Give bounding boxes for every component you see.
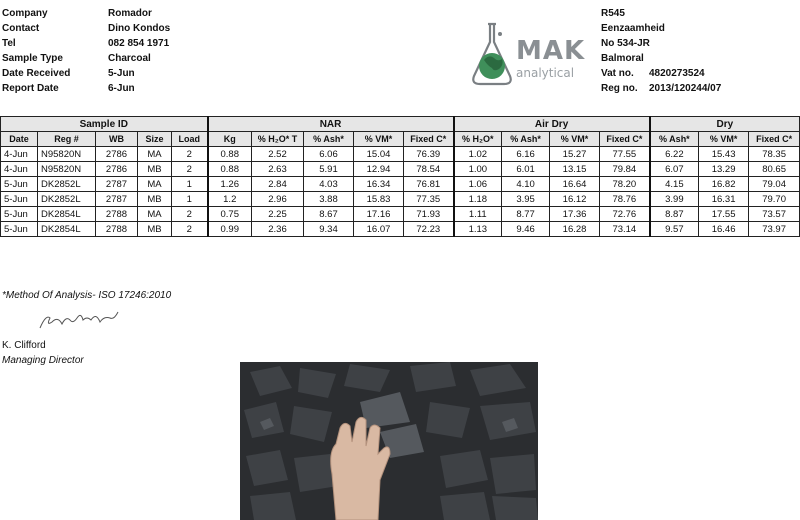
flask-globe-icon bbox=[466, 20, 516, 88]
table-cell: 16.28 bbox=[550, 222, 600, 237]
table-row bbox=[1, 162, 800, 177]
table-cell: 72.76 bbox=[600, 207, 650, 222]
table-cell: 15.04 bbox=[354, 147, 404, 162]
table-cell: 4.10 bbox=[502, 177, 550, 192]
table-cell: 80.65 bbox=[749, 162, 800, 177]
table-cell: 71.93 bbox=[404, 207, 454, 222]
table-cell: 16.12 bbox=[550, 192, 600, 207]
table-row bbox=[1, 192, 800, 207]
reg-value: 2013/120244/07 bbox=[649, 83, 722, 94]
table-cell: 78.20 bbox=[600, 177, 650, 192]
table-cell: 13.15 bbox=[550, 162, 600, 177]
table-cell: MB bbox=[138, 162, 172, 177]
info-row bbox=[2, 6, 170, 21]
column-header: WB bbox=[96, 132, 138, 147]
info-value: Dino Kondos bbox=[108, 23, 171, 34]
table-cell: 2 bbox=[172, 162, 208, 177]
table-cell: 9.34 bbox=[304, 222, 354, 237]
charcoal-photo bbox=[240, 362, 538, 520]
table-cell: 6.16 bbox=[502, 147, 550, 162]
table-cell: 5.91 bbox=[304, 162, 354, 177]
table-cell: 1.26 bbox=[208, 177, 252, 192]
charcoal-image bbox=[240, 362, 538, 520]
table-cell: 17.55 bbox=[699, 207, 749, 222]
column-header: Size bbox=[138, 132, 172, 147]
signer-title: Managing Director bbox=[2, 355, 84, 366]
table-cell: 76.81 bbox=[404, 177, 454, 192]
table-cell: 2 bbox=[172, 222, 208, 237]
table-cell: 0.99 bbox=[208, 222, 252, 237]
info-label: Date Received bbox=[2, 68, 71, 79]
table-cell: 2 bbox=[172, 147, 208, 162]
table-row bbox=[1, 147, 800, 162]
table-cell: MA bbox=[138, 177, 172, 192]
table-cell: 1.18 bbox=[454, 192, 502, 207]
table-cell: 4-Jun bbox=[1, 162, 38, 177]
table-cell: 2 bbox=[172, 207, 208, 222]
table-cell: 16.46 bbox=[699, 222, 749, 237]
logo-brand: MAK bbox=[516, 36, 586, 66]
info-label: Sample Type bbox=[2, 53, 63, 64]
info-label: Tel bbox=[2, 38, 16, 49]
info-value: 082 854 1971 bbox=[108, 38, 170, 49]
table-cell: 2788 bbox=[96, 207, 138, 222]
table-cell: 2.52 bbox=[252, 147, 304, 162]
table-cell: 79.70 bbox=[749, 192, 800, 207]
table-cell: 76.39 bbox=[404, 147, 454, 162]
table-cell: 15.83 bbox=[354, 192, 404, 207]
address-line: Balmoral bbox=[601, 53, 644, 64]
table-cell: 2786 bbox=[96, 147, 138, 162]
column-header: % Ash* bbox=[502, 132, 550, 147]
address-line: R545 bbox=[601, 8, 625, 19]
table-cell: MB bbox=[138, 222, 172, 237]
table-row bbox=[1, 222, 800, 237]
mak-analytical-logo bbox=[466, 20, 586, 88]
info-value: Romador bbox=[108, 8, 152, 19]
table-cell: 8.67 bbox=[304, 207, 354, 222]
table-cell: 16.64 bbox=[550, 177, 600, 192]
table-cell: 4.15 bbox=[650, 177, 699, 192]
table-cell: 4-Jun bbox=[1, 147, 38, 162]
table-cell: 4.03 bbox=[304, 177, 354, 192]
column-header: % Ash* bbox=[304, 132, 354, 147]
column-header: % VM* bbox=[699, 132, 749, 147]
table-cell: 1.00 bbox=[454, 162, 502, 177]
table-cell: 73.57 bbox=[749, 207, 800, 222]
info-row bbox=[2, 21, 170, 36]
table-cell: 6.22 bbox=[650, 147, 699, 162]
table-cell: 9.46 bbox=[502, 222, 550, 237]
table-cell: 78.35 bbox=[749, 147, 800, 162]
group-dry: Dry bbox=[650, 117, 800, 132]
table-cell: 17.36 bbox=[550, 207, 600, 222]
table-cell: DK2852L bbox=[38, 192, 96, 207]
table-cell: 1.06 bbox=[454, 177, 502, 192]
company-info bbox=[2, 6, 170, 96]
table-cell: 5-Jun bbox=[1, 192, 38, 207]
address-line: Eenzaamheid bbox=[601, 23, 665, 34]
results-table bbox=[0, 116, 800, 237]
table-cell: 1 bbox=[172, 177, 208, 192]
table-cell: 2788 bbox=[96, 222, 138, 237]
info-label: Report Date bbox=[2, 83, 59, 94]
column-header: Date bbox=[1, 132, 38, 147]
table-cell: 13.29 bbox=[699, 162, 749, 177]
group-nar: NAR bbox=[208, 117, 454, 132]
table-cell: 15.43 bbox=[699, 147, 749, 162]
table-cell: 2787 bbox=[96, 192, 138, 207]
column-header: % Ash* bbox=[650, 132, 699, 147]
signer-name: K. Clifford bbox=[2, 340, 46, 351]
reg-label: Reg no. bbox=[601, 83, 638, 94]
table-cell: 9.57 bbox=[650, 222, 699, 237]
info-value: Charcoal bbox=[108, 53, 151, 64]
table-cell: 0.75 bbox=[208, 207, 252, 222]
table-cell: 1.2 bbox=[208, 192, 252, 207]
table-cell: 12.94 bbox=[354, 162, 404, 177]
method-note: *Method Of Analysis- ISO 17246:2010 bbox=[2, 290, 172, 301]
table-cell: 6.06 bbox=[304, 147, 354, 162]
table-cell: 1 bbox=[172, 192, 208, 207]
table-cell: 5-Jun bbox=[1, 177, 38, 192]
address-line: No 534-JR bbox=[601, 38, 650, 49]
info-value: 5-Jun bbox=[108, 68, 135, 79]
info-label: Company bbox=[2, 8, 48, 19]
table-row bbox=[1, 177, 800, 192]
table-cell: 3.88 bbox=[304, 192, 354, 207]
table-cell: 78.76 bbox=[600, 192, 650, 207]
table-cell: N95820N bbox=[38, 147, 96, 162]
vat-value: 4820273524 bbox=[649, 68, 705, 79]
table-cell: 2787 bbox=[96, 177, 138, 192]
column-header: % H₂O* bbox=[454, 132, 502, 147]
table-cell: DK2854L bbox=[38, 207, 96, 222]
table-cell: 2.96 bbox=[252, 192, 304, 207]
table-cell: 16.31 bbox=[699, 192, 749, 207]
table-cell: 8.87 bbox=[650, 207, 699, 222]
column-header: % VM* bbox=[550, 132, 600, 147]
table-cell: 5-Jun bbox=[1, 222, 38, 237]
info-row bbox=[2, 51, 170, 66]
table-cell: 2.36 bbox=[252, 222, 304, 237]
column-header: Kg bbox=[208, 132, 252, 147]
column-header: % H₂O* T bbox=[252, 132, 304, 147]
table-cell: 2.63 bbox=[252, 162, 304, 177]
table-cell: 17.16 bbox=[354, 207, 404, 222]
table-cell: 79.84 bbox=[600, 162, 650, 177]
info-row bbox=[2, 36, 170, 51]
table-cell: 2.25 bbox=[252, 207, 304, 222]
table-cell: 1.11 bbox=[454, 207, 502, 222]
signature bbox=[36, 310, 126, 334]
table-cell: 6.07 bbox=[650, 162, 699, 177]
table-cell: MA bbox=[138, 207, 172, 222]
table-cell: 2.84 bbox=[252, 177, 304, 192]
table-cell: 6.01 bbox=[502, 162, 550, 177]
table-cell: 8.77 bbox=[502, 207, 550, 222]
table-row bbox=[1, 207, 800, 222]
table-cell: 77.55 bbox=[600, 147, 650, 162]
table-cell: 73.14 bbox=[600, 222, 650, 237]
table-cell: 1.02 bbox=[454, 147, 502, 162]
table-cell: 16.34 bbox=[354, 177, 404, 192]
column-header: Fixed C* bbox=[749, 132, 800, 147]
table-cell: 2786 bbox=[96, 162, 138, 177]
table-cell: 72.23 bbox=[404, 222, 454, 237]
vat-label: Vat no. bbox=[601, 68, 634, 79]
table-cell: 15.27 bbox=[550, 147, 600, 162]
column-header: Reg # bbox=[38, 132, 96, 147]
info-row bbox=[2, 66, 170, 81]
column-header: Load bbox=[172, 132, 208, 147]
table-cell: 5-Jun bbox=[1, 207, 38, 222]
group-air-dry: Air Dry bbox=[454, 117, 650, 132]
table-cell: 78.54 bbox=[404, 162, 454, 177]
info-value: 6-Jun bbox=[108, 83, 135, 94]
table-cell: 73.97 bbox=[749, 222, 800, 237]
table-cell: 0.88 bbox=[208, 147, 252, 162]
lab-address bbox=[601, 6, 721, 96]
table-cell: 0.88 bbox=[208, 162, 252, 177]
table-cell: 1.13 bbox=[454, 222, 502, 237]
table-cell: 16.82 bbox=[699, 177, 749, 192]
info-label: Contact bbox=[2, 23, 40, 34]
table-cell: 77.35 bbox=[404, 192, 454, 207]
column-header: % VM* bbox=[354, 132, 404, 147]
table-cell: DK2852L bbox=[38, 177, 96, 192]
table-cell: 79.04 bbox=[749, 177, 800, 192]
group-sample-id: Sample ID bbox=[1, 117, 208, 132]
column-header: Fixed C* bbox=[404, 132, 454, 147]
column-header: Fixed C* bbox=[600, 132, 650, 147]
table-cell: DK2854L bbox=[38, 222, 96, 237]
table-cell: 16.07 bbox=[354, 222, 404, 237]
table-cell: N95820N bbox=[38, 162, 96, 177]
logo-subtitle: analytical bbox=[516, 66, 575, 80]
table-cell: MA bbox=[138, 147, 172, 162]
info-row bbox=[2, 81, 170, 96]
table-cell: MB bbox=[138, 192, 172, 207]
table-cell: 3.95 bbox=[502, 192, 550, 207]
table-cell: 3.99 bbox=[650, 192, 699, 207]
